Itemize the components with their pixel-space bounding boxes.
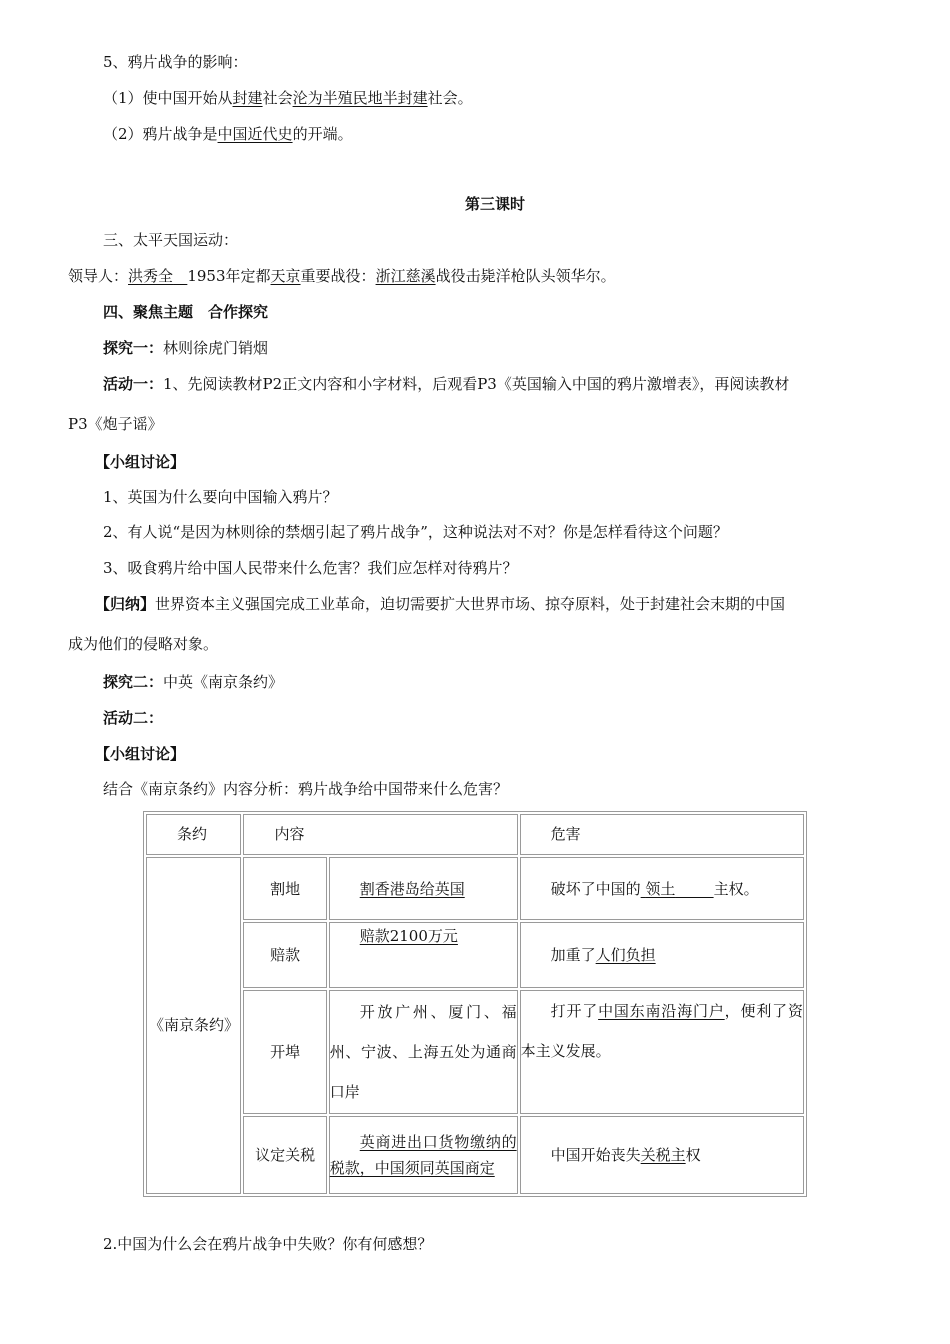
row-content: 割香港岛给英国	[329, 857, 518, 920]
question-3: 3、吸食鸦片给中国人民带来什么危害？我们应怎样对待鸦片？	[103, 559, 518, 577]
table-row	[146, 1116, 804, 1194]
activity-1: 活动一：1、先阅读教材P2正文内容和小字材料，后观看P3《英国输入中国的鸦片激增表》，再阅读教材	[103, 375, 790, 393]
question-1: 1、英国为什么要向中国输入鸦片？	[103, 488, 338, 506]
impact-item-2: （2）鸦片战争是中国近代史的开端。	[103, 125, 353, 143]
table-header-row	[146, 814, 804, 855]
row-content: 英商进出口货物缴纳的税款，中国须同英国商定	[329, 1116, 518, 1194]
impact-item-1: （1）使中国开始从封建社会沦为半殖民地半封建社会。	[103, 89, 473, 107]
table-row	[146, 922, 804, 987]
header-content: 内容	[243, 814, 517, 855]
summary: 【归纳】世界资本主义强国完成工业革命，迫切需要扩大世界市场、掠夺原料，处于封建社会末期的中国	[95, 595, 786, 613]
table-row	[146, 857, 804, 920]
section-5-heading: 5、鸦片战争的影响：	[103, 53, 248, 71]
header-treaty: 条约	[146, 814, 241, 855]
nanjing-treaty-table	[143, 811, 807, 1197]
explore-2: 探究二：中英《南京条约》	[103, 673, 284, 691]
header-harm: 危害	[520, 814, 804, 855]
row-type: 开埠	[243, 990, 326, 1115]
summary-cont: 成为他们的侵略对象。	[68, 635, 219, 653]
table-intro: 结合《南京条约》内容分析：鸦片战争给中国带来什么危害？	[103, 780, 509, 798]
group-discussion-1: 【小组讨论】	[95, 453, 186, 471]
row-harm: 破坏了中国的 领土 主权。	[520, 857, 804, 920]
table-row	[146, 990, 804, 1115]
lesson-title: 第三课时	[464, 195, 525, 213]
row-harm: 打开了中国东南沿海门户，便利了资本主义发展。	[520, 990, 804, 1115]
activity-2: 活动二：	[103, 709, 164, 727]
row-content: 赔款2100万元	[329, 922, 518, 987]
section-3-heading: 三、太平天国运动：	[103, 231, 239, 249]
final-question: 2.中国为什么会在鸦片战争中失败？你有何感想？	[103, 1235, 433, 1253]
question-2: 2、有人说“是因为林则徐的禁烟引起了鸦片战争”，这种说法对不对？你是怎样看待这个问题？	[103, 523, 728, 541]
row-content: 开放广州、厦门、福州、宁波、上海五处为通商口岸	[329, 990, 518, 1115]
row-type: 割地	[243, 857, 326, 920]
row-type: 赔款	[243, 922, 326, 987]
row-type: 议定关税	[243, 1116, 326, 1194]
row-harm: 中国开始丧失关税主权	[520, 1116, 804, 1194]
row-harm: 加重了人们负担	[520, 922, 804, 987]
section-4-heading: 四、聚焦主题 合作探究	[103, 303, 269, 321]
treaty-name-cell: 《南京条约》	[146, 857, 241, 1194]
taiping-facts: 领导人：洪秀全 1953年定都天京重要战役：浙江慈溪战役击毙洋枪队头领华尔。	[68, 267, 616, 285]
explore-1: 探究一：林则徐虎门销烟	[103, 339, 269, 357]
group-discussion-2: 【小组讨论】	[95, 745, 186, 763]
activity-1-cont: P3《炮子谣》	[68, 415, 163, 433]
